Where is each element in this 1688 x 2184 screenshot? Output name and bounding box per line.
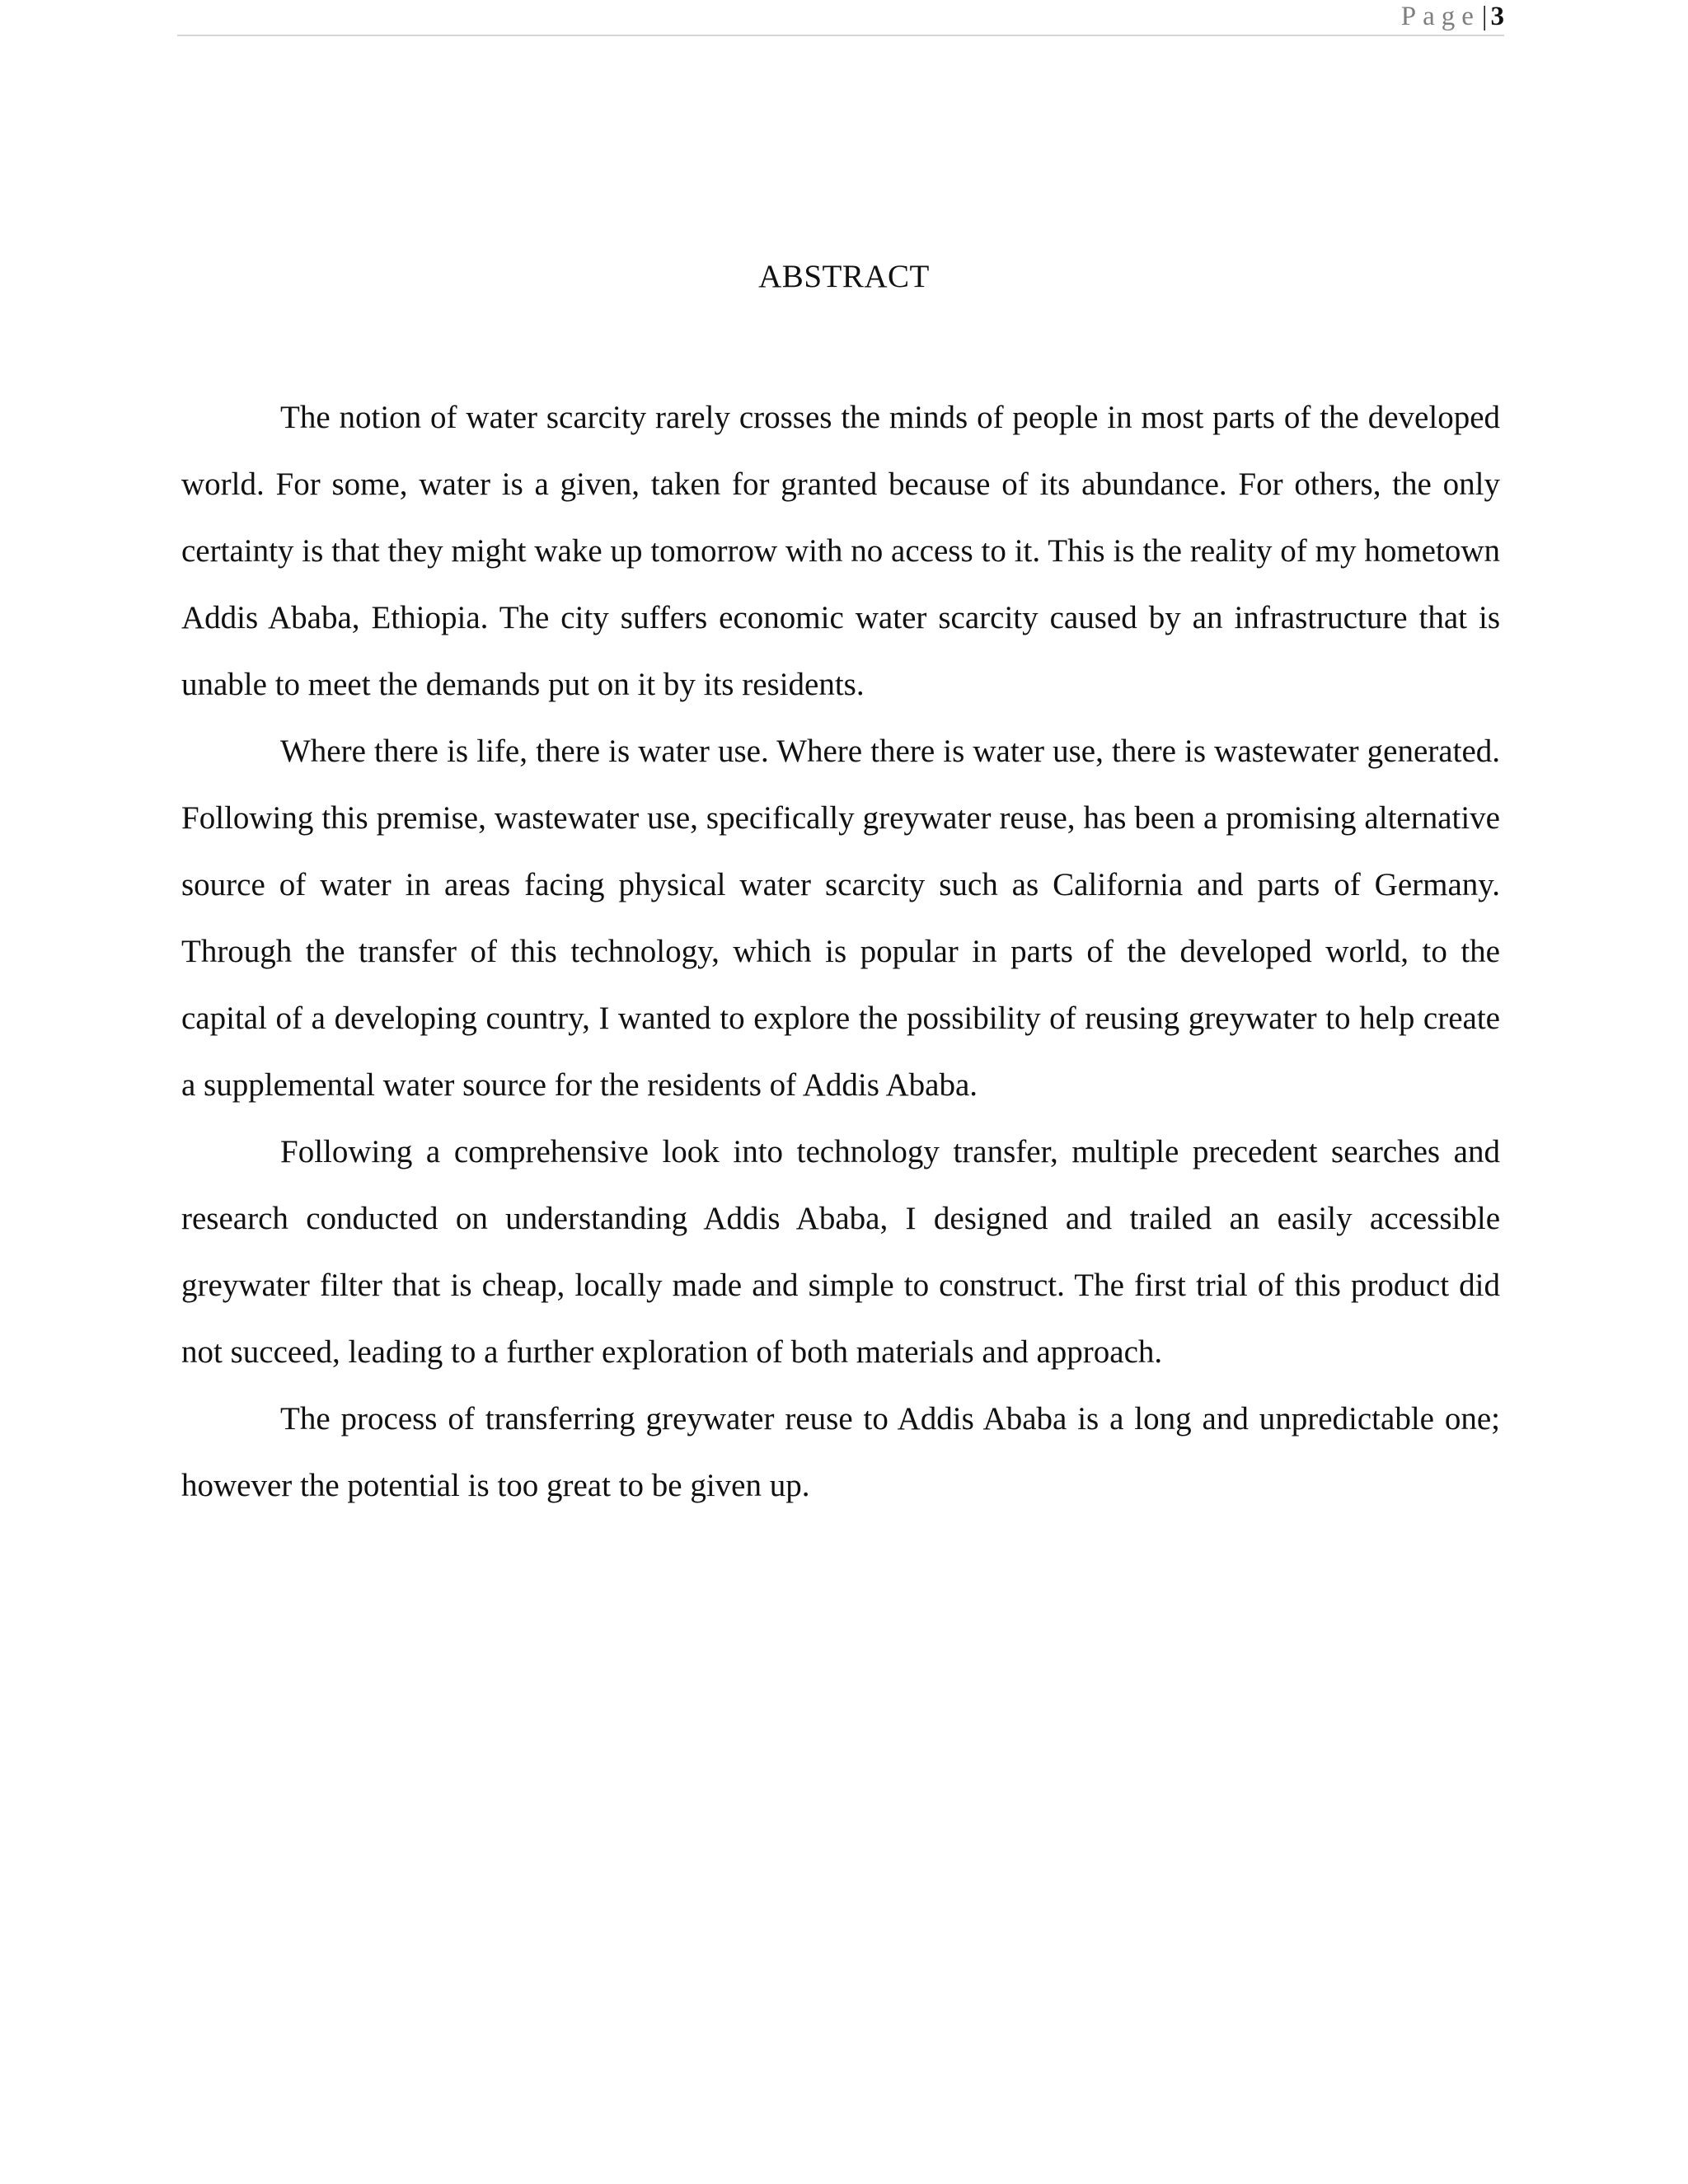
paragraph: The process of transferring greywater reuse to Addis Ababa is a long and unpredictable one; however the potential is too great to be given up. xyxy=(181,1401,1500,1503)
abstract-heading: ABSTRACT xyxy=(758,259,930,294)
page-number: 3 xyxy=(1490,2,1504,31)
abstract-body xyxy=(181,384,1500,1519)
page-number-label xyxy=(1401,0,1504,33)
page-word: Page xyxy=(1400,2,1480,31)
page-header xyxy=(177,0,1504,36)
paragraph: The notion of water scarcity rarely crosses the minds of people in most parts of the developed world. For some, water is a given, taken for granted because of its abundance. For others, the only certainty is that they might wake up tomorrow with no access to it. This is the reality of my hometown Addis Ababa, Ethiopia. The city suffers economic water scarcity caused by an infrastructure that is unable to meet the demands put on it by its residents. xyxy=(181,400,1500,702)
paragraph: Where there is life, there is water use. Where there is water use, there is wastewater generated. Following this premise, wastewater use, specifically greywater reuse, has been a promising alternative source of water in areas facing physical water scarcity such as California and parts of Germany. Through the transfer of this technology, which is popular in parts of the developed world, to the capital of a developing country, I wanted to explore the possibility of reusing greywater to help create a supplemental water source for the residents of Addis Ababa. xyxy=(181,733,1500,1103)
page-separator: | xyxy=(1481,2,1488,31)
paragraph: Following a comprehensive look into technology transfer, multiple precedent searches and research conducted on understanding Addis Ababa, I designed and trailed an easily accessible greywater filter that is cheap, locally made and simple to construct. The first trial of this product did not succeed, leading to a further exploration of both materials and approach. xyxy=(181,1134,1500,1370)
